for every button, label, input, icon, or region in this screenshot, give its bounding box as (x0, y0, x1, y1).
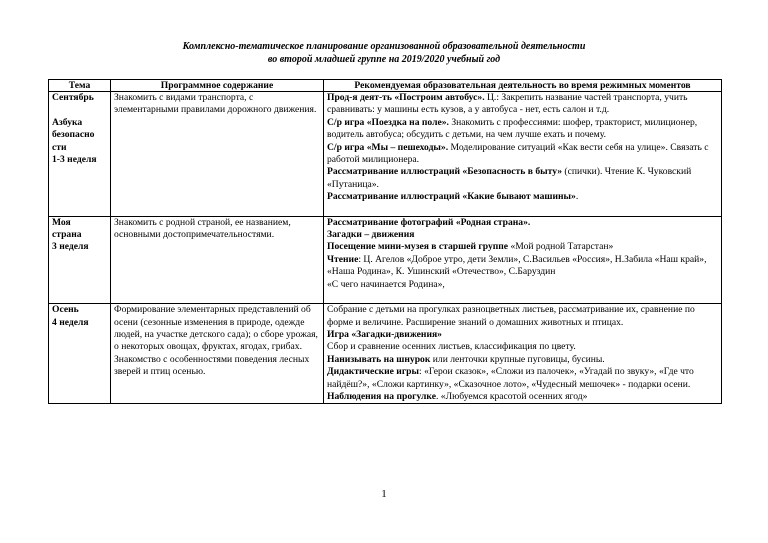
activity-bold-text: Загадки – движения (327, 229, 415, 241)
activity-paragraph (327, 229, 718, 241)
theme-line: безопасно (52, 129, 95, 141)
theme-line: 3 неделя (52, 241, 89, 253)
activity-paragraph (327, 254, 718, 279)
theme-line: Моя (52, 216, 71, 228)
theme-line (52, 104, 107, 116)
activity-text: Собрание с детьми на прогулках разноцветных листьев, рассматривание их, сравнение по форме и величине. Расширение знаний о домашних животных и птицах. (327, 304, 695, 328)
theme-line: 4 неделя (52, 316, 89, 328)
activity-text: Знакомить с профессиями: шофер, тракторист, милиционер, водитель автобуса; обсудить с детьми, на чем лучше ехать и почему. (327, 116, 698, 141)
activity-bold-text: Нанизывать на шнурок (327, 353, 431, 365)
activity-text: «С чего начинается Родина», (327, 278, 445, 290)
theme-line: Осень (52, 304, 79, 316)
activity-bold-text: Чтение (327, 253, 359, 265)
program-text: Знакомить с видами транспорта, с элементарными правилами дорожного движения. (114, 92, 317, 116)
page-number: 1 (381, 488, 387, 500)
theme-line: Сентябрь (52, 92, 94, 103)
activity-paragraph (327, 241, 718, 253)
theme-cell (49, 304, 111, 404)
activity-bold-text: Прод-я деят-ть «Построим автобус». (327, 92, 485, 103)
theme-line: страна (52, 229, 82, 241)
program-cell (111, 304, 324, 404)
document-title-line-1: Комплексно-тематическое планирование организованной образовательной деятельности (182, 41, 586, 52)
activity-bold-text: Дидактические игры (327, 366, 420, 378)
activity-paragraph (327, 117, 718, 142)
program-cell (111, 92, 324, 217)
activity-bold-text: С/р игра «Поездка на поле». (327, 116, 449, 128)
document-title-line-2: во второй младшей группе на 2019/2020 учебный год (267, 54, 501, 65)
theme-cell (49, 92, 111, 217)
activity-text: «Мой родной Татарстан» (508, 241, 614, 253)
activity-cell (324, 216, 722, 303)
header-activity: Рекомендуемая образовательная деятельность во время режимных моментов (324, 80, 722, 92)
activity-paragraph (327, 366, 718, 391)
theme-cell (49, 216, 111, 303)
activity-paragraph (327, 142, 718, 167)
table-row (49, 304, 722, 404)
activity-bold-text: Игра «Загадки-движения» (327, 328, 442, 340)
activity-cell (324, 92, 722, 217)
activity-paragraph (327, 191, 718, 215)
activity-paragraph (327, 279, 718, 303)
activity-paragraph (327, 217, 718, 229)
activity-text: Ц.: Закрепить название частей транспорта, учить сравнивать: у машины есть кузов, а у автобуса - нет, есть салон и т.д. (327, 92, 688, 116)
activity-paragraph (327, 354, 718, 366)
activity-paragraph (327, 166, 718, 191)
program-cell (111, 216, 324, 303)
header-theme: Тема (49, 80, 111, 92)
activity-text: : «Герои сказок», «Сложи из палочек», «Угадай по звуку», «Где что найдёш?», «Сложи картинку», «Сказочное лото», «Чудесный мешочек» - подарки осени. (327, 366, 694, 390)
theme-line: 1-3 неделя (52, 154, 97, 166)
header-program: Программное содержание (111, 80, 324, 92)
theme-line: Азбука (52, 116, 83, 128)
theme-line: сти (52, 141, 67, 153)
activity-paragraph (327, 92, 718, 117)
activity-bold-text: Рассматривание иллюстраций «Безопасность в быту» (327, 166, 563, 178)
activity-cell (324, 304, 722, 404)
activity-paragraph (327, 329, 718, 341)
activity-text: . (575, 191, 579, 203)
activity-bold-text: Рассматривание иллюстраций «Какие бывают машины» (327, 191, 576, 203)
activity-text: (спички). Чтение К. Чуковский «Путаница». (327, 166, 692, 190)
planning-table (48, 79, 722, 404)
activity-text: Моделирование ситуаций «Как вести себя на улице». Связать с работой милиционера. (327, 141, 709, 166)
activity-text: . «Любуемся красотой осенних ягод» (435, 390, 588, 402)
table-row (49, 92, 722, 217)
table-header-row (49, 80, 722, 92)
activity-bold-text: С/р игра «Мы – пешеходы». (327, 141, 449, 153)
activity-paragraph (327, 391, 718, 403)
activity-bold-text: Посещение мини-музея в старшей группе (327, 241, 509, 253)
activity-bold-text: Наблюдения на прогулке (327, 390, 436, 402)
activity-text: Сбор и сравнение осенних листьев, классификация по цвету. (327, 341, 576, 353)
activity-paragraph (327, 341, 718, 353)
program-text: Формирование элементарных представлений об осени (сезонные изменения в природе, одежде людей, на участке детского сада); о сборе урожая, о некоторых овощах, фруктах, ягодах, грибах. Знакомство с особенностями поведения лесных зверей и птиц осенью. (114, 304, 318, 378)
activity-paragraph (327, 304, 718, 329)
activity-bold-text: Рассматривание фотографий «Родная страна». (327, 216, 531, 228)
activity-text: или ленточки крупные пуговицы, бусины. (430, 353, 605, 365)
program-text: Знакомить с родной страной, ее названием, основными достопримечательностями. (114, 216, 291, 241)
activity-text: : Ц. Агелов «Доброе утро, дети Земли», С.Васильев «Россия», Н.Забила «Наш край», «Наша Родина», К. Ушинский «Отечество», С.Баруздин (327, 253, 707, 278)
table-row (49, 216, 722, 303)
